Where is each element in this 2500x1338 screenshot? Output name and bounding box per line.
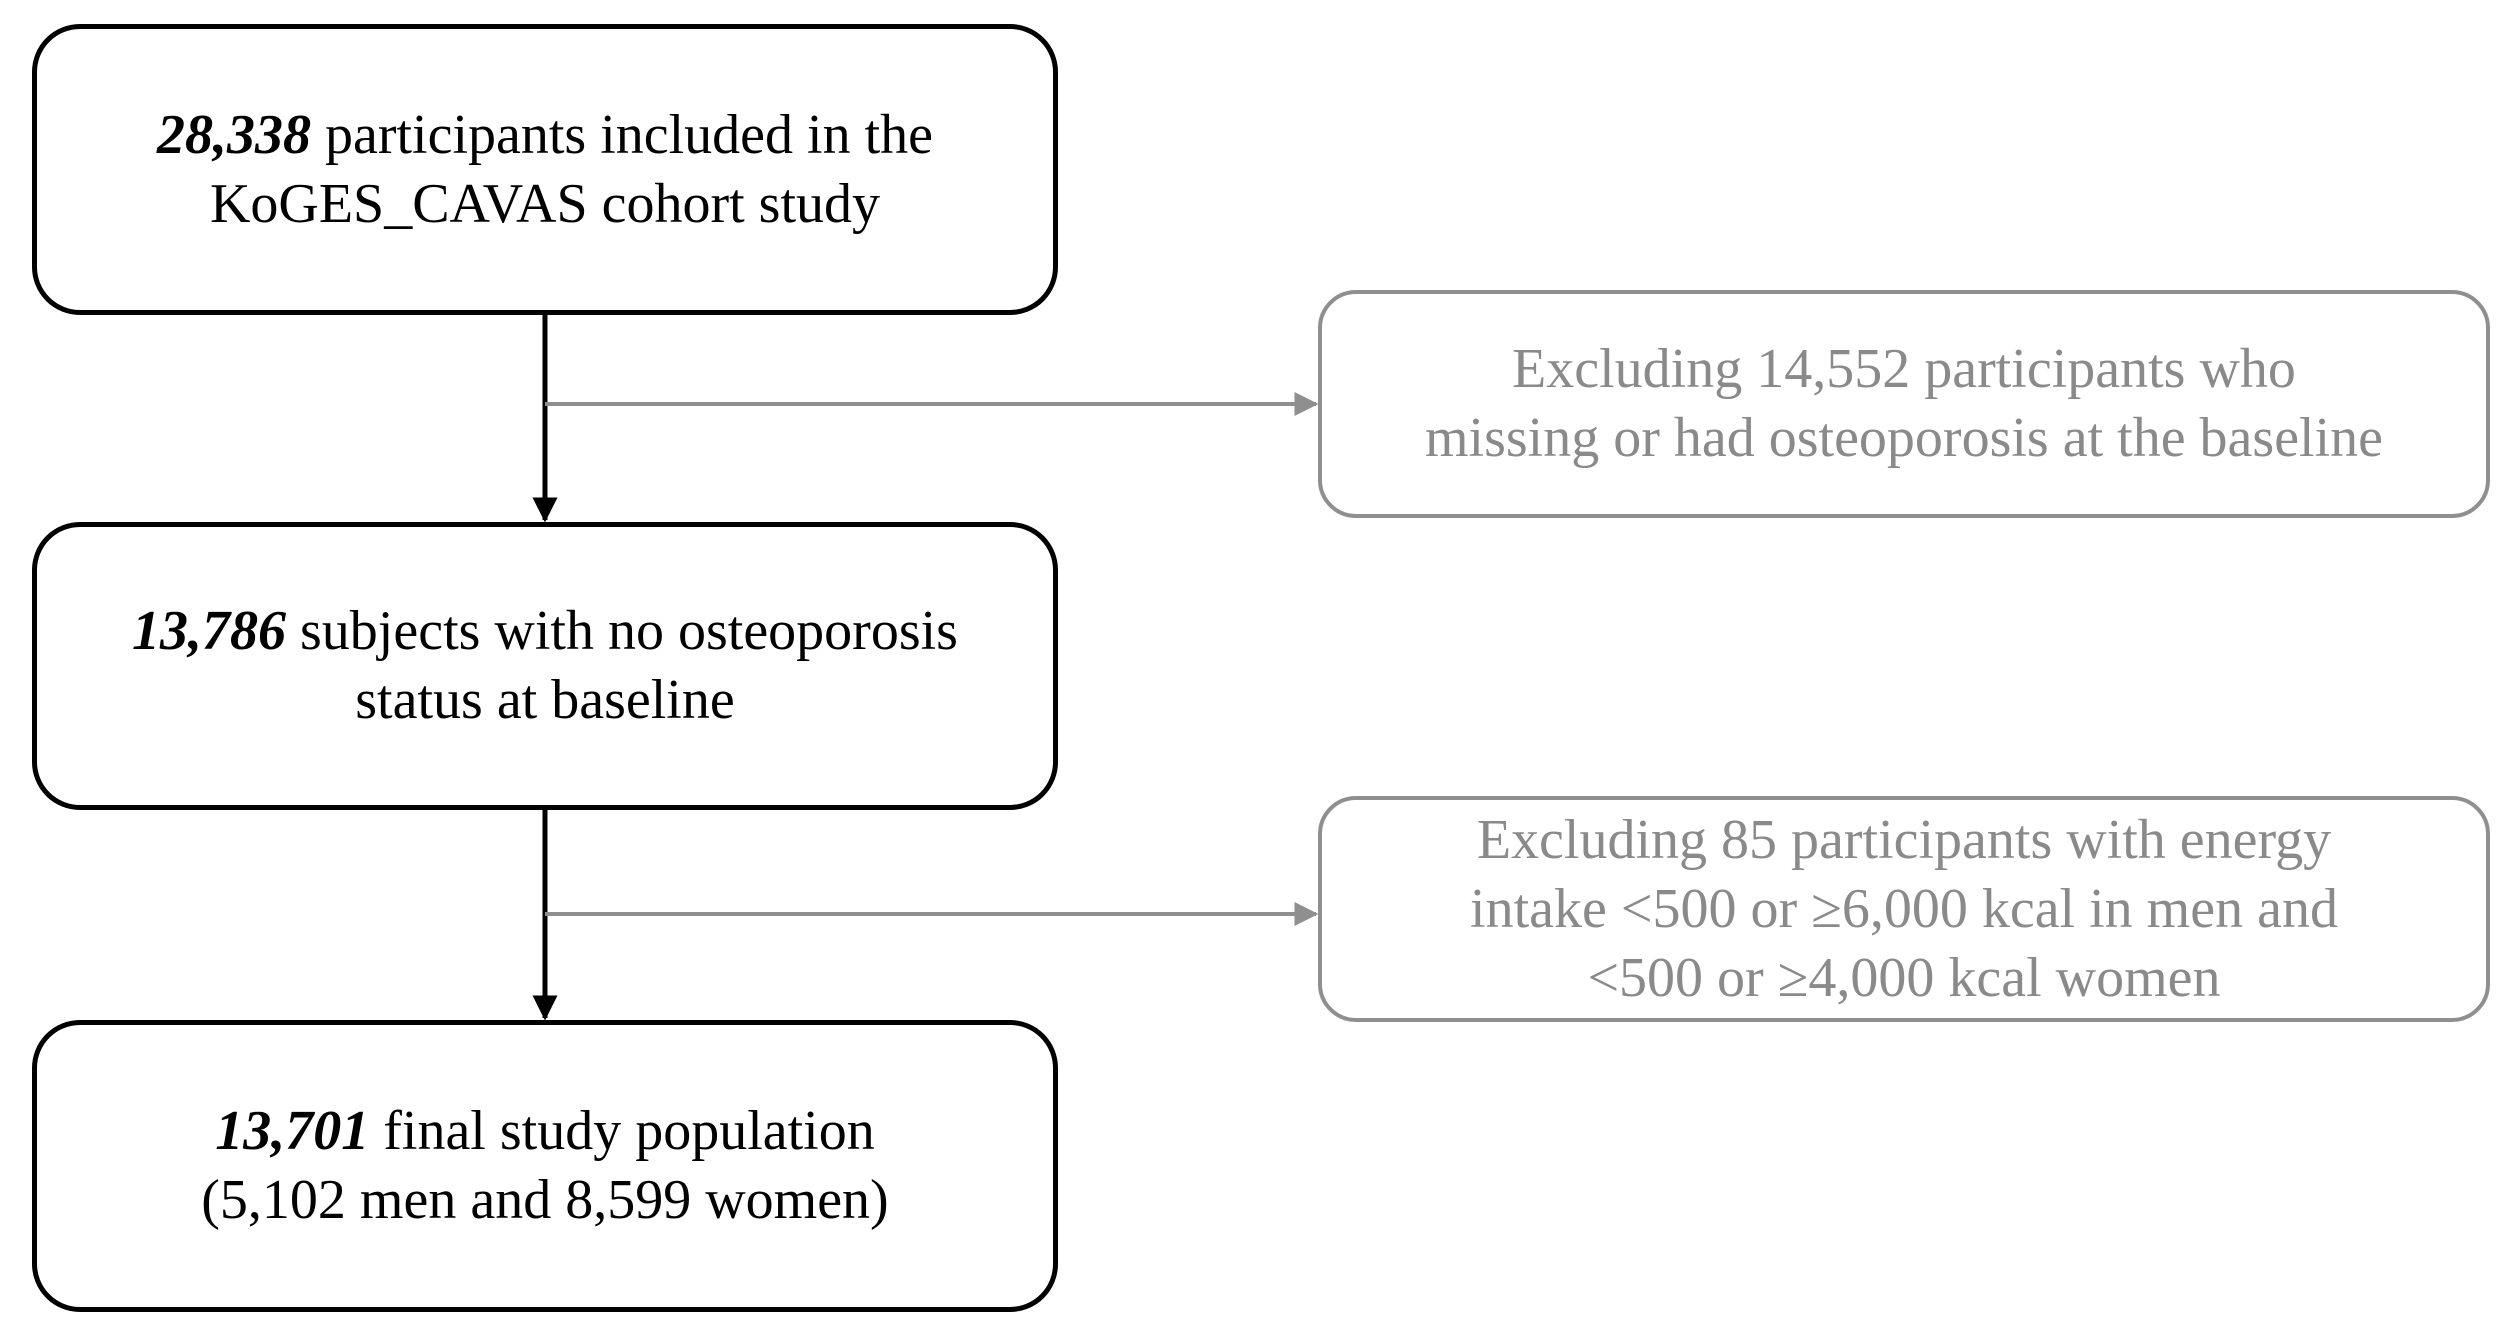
exclusion-line-2: intake <500 or ≥6,000 kcal in men and (1470, 877, 2338, 940)
step-line-1 (201, 1097, 888, 1166)
step-count: 13,701 (215, 1100, 370, 1162)
step-line-1 (132, 597, 958, 666)
step-line-1 (157, 101, 933, 170)
step-description: participants included in the (310, 103, 934, 166)
step-count: 28,338 (156, 103, 311, 166)
step-text-enrolled (157, 101, 933, 239)
exclusion-text-baseline (1425, 335, 2383, 473)
exclusion-text-energy (1470, 806, 2338, 1013)
step-box-enrolled (32, 24, 1058, 315)
exclusion-line-2: missing or had osteoporosis at the baseline (1424, 407, 2384, 469)
step-line-2: KoGES_CAVAS cohort study (209, 172, 880, 235)
exclusion-box-baseline (1318, 290, 2490, 518)
step-description: subjects with no osteoporosis (286, 600, 958, 662)
step-text-eligible (132, 597, 958, 735)
step-line-2: status at baseline (355, 669, 735, 731)
step-box-eligible (32, 522, 1058, 810)
step-count: 13,786 (132, 600, 286, 662)
step-line-2: (5,102 men and 8,599 women) (201, 1169, 889, 1231)
exclusion-line-1: Excluding 14,552 participants who (1512, 338, 2296, 400)
exclusion-line-3: <500 or ≥4,000 kcal women (1587, 946, 2221, 1009)
step-box-final (32, 1020, 1058, 1312)
exclusion-box-energy (1318, 796, 2490, 1022)
exclusion-line-1: Excluding 85 participants with energy (1476, 808, 2332, 871)
step-description: final study population (369, 1100, 875, 1162)
step-text-final (201, 1097, 888, 1235)
